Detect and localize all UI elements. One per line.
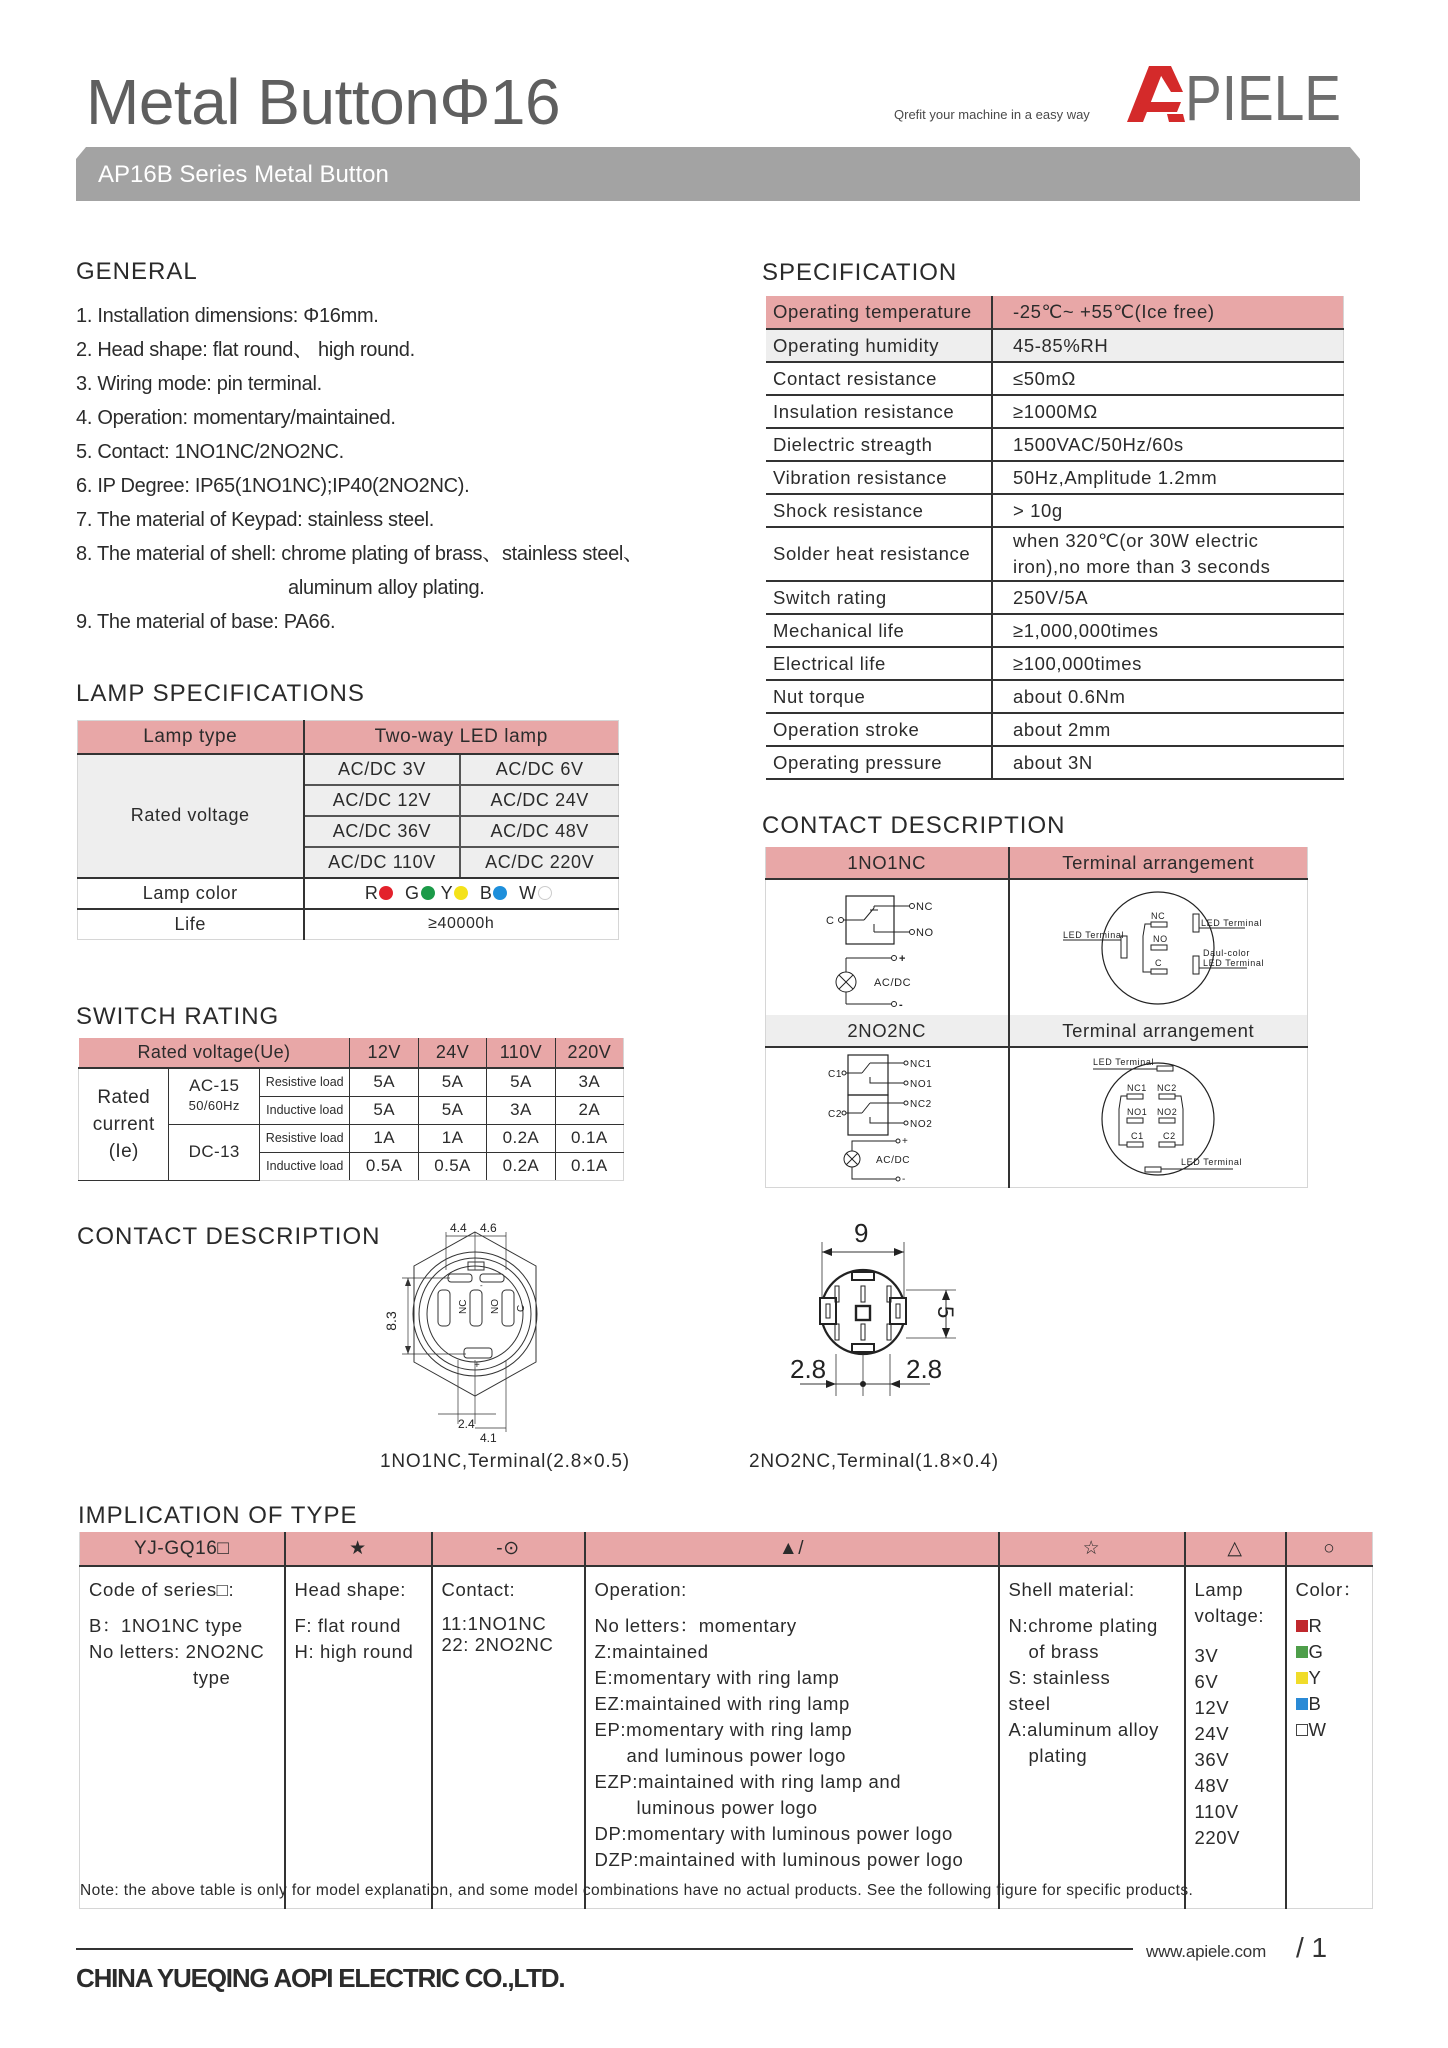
color-cell	[1286, 1566, 1373, 1908]
lamp-voltage: AC/DC 6V	[460, 754, 618, 785]
contact-col-1no1nc: 1NO1NC	[766, 847, 1009, 879]
dim-2-8-left: 2.8	[790, 1354, 827, 1384]
spec-label: Insulation resistance	[766, 395, 992, 428]
spec-value: about 3N	[992, 746, 1344, 779]
spec-label: Shock resistance	[766, 494, 992, 527]
rating-value: 2A	[555, 1096, 623, 1124]
spec-value: 250V/5A	[992, 581, 1344, 614]
series-line: No letters: 2NO2NC	[89, 1641, 265, 1662]
utilization-category	[169, 1068, 259, 1124]
category-name: AC-15	[189, 1076, 240, 1096]
rated-current-line: Rated	[97, 1086, 151, 1108]
rating-value: 0.5A	[418, 1152, 486, 1180]
load-type: Resistive load	[259, 1124, 349, 1152]
dimension-drawing-1no1nc	[400, 1210, 580, 1450]
load-type: Inductive load	[259, 1096, 349, 1124]
rating-header-row	[79, 1038, 624, 1068]
circuit-diagram-1no1nc	[812, 884, 962, 1012]
dim-2-8-right: 2.8	[906, 1354, 943, 1384]
rating-voltage: 12V	[350, 1038, 418, 1068]
spec-row	[766, 527, 1344, 581]
spec-value: 1500VAC/50Hz/60s	[992, 428, 1344, 461]
spec-label: Nut torque	[766, 680, 992, 713]
dimension-drawing-1no1nc-wrap	[380, 1206, 580, 1451]
lamp-voltage-value: 12V	[1194, 1697, 1230, 1718]
color-item	[1296, 1613, 1364, 1639]
label-c: C	[825, 914, 835, 927]
spec-value: -25℃~ +55℃(Ice free)	[992, 296, 1344, 329]
color-item	[1296, 1691, 1364, 1717]
label-no1: NO1	[909, 1079, 933, 1091]
operation-line: EZ:maintained with ring lamp	[594, 1693, 850, 1714]
lamp-type-value: Two-way LED lamp	[304, 721, 619, 754]
type-header-operation-triangle-icon: ▲/	[585, 1532, 999, 1566]
rating-value: 0.2A	[487, 1152, 555, 1180]
type-header-row	[80, 1532, 1373, 1566]
label-nc1: NC1	[909, 1059, 932, 1071]
series-line: type	[193, 1667, 231, 1688]
blue-swatch-icon	[1296, 1698, 1308, 1710]
operation-line: EZP:maintained with ring lamp and	[594, 1771, 902, 1792]
contact-header-row	[766, 847, 1308, 879]
lamp-voltage-value: 36V	[1194, 1749, 1230, 1770]
lamp-color-row	[78, 878, 619, 909]
lamp-voltage-cell	[1185, 1566, 1286, 1908]
dimension-caption-1no1nc: 1NO1NC,Terminal(2.8×0.5)	[380, 1451, 630, 1472]
spec-row	[766, 296, 1344, 329]
red-swatch-icon	[1296, 1620, 1308, 1632]
label-minus: -	[901, 1174, 906, 1186]
rated-voltage-label: Rated voltage	[78, 754, 304, 878]
load-type: Resistive load	[259, 1068, 349, 1096]
rating-voltage: 24V	[418, 1038, 486, 1068]
color-item	[1296, 1717, 1364, 1743]
lamp-color-letter-green: G	[405, 882, 420, 903]
label-no2: NO2	[909, 1119, 933, 1131]
lamp-header-row	[78, 721, 619, 754]
contact-diagram-row	[766, 879, 1308, 1015]
dimension-drawing-2no2nc	[770, 1212, 990, 1422]
operation-line: E:momentary with ring lamp	[594, 1667, 840, 1688]
label-c: C	[1155, 957, 1163, 968]
type-header-color-circle-icon: ○	[1286, 1532, 1373, 1566]
label-no2: NO2	[1157, 1107, 1178, 1118]
label-led-terminal: LED Terminal	[1093, 1057, 1155, 1068]
color-item	[1296, 1665, 1364, 1691]
rating-row	[79, 1068, 624, 1096]
spec-value	[992, 527, 1344, 581]
label-nc: NC	[915, 900, 933, 913]
shell-line: steel	[1008, 1693, 1051, 1714]
label-c1: C1	[827, 1069, 842, 1081]
spec-value-line: when 320℃(or 30W electric	[1013, 530, 1259, 551]
spec-row	[766, 746, 1344, 779]
series-banner-text: AP16B Series Metal Button	[98, 161, 389, 188]
rating-voltage: 220V	[555, 1038, 623, 1068]
general-item: 6. IP Degree: IP65(1NO1NC);IP40(2NO2NC).	[76, 475, 470, 497]
label-minus: -	[898, 998, 904, 1011]
specification-heading: SPECIFICATION	[762, 259, 958, 286]
implication-heading: IMPLICATION OF TYPE	[78, 1502, 358, 1529]
shell-material-cell	[999, 1566, 1185, 1908]
rated-current-line: (Ie)	[108, 1140, 139, 1162]
footer-divider	[76, 1948, 1133, 1950]
rating-value: 5A	[487, 1068, 555, 1096]
color-letter: G	[1308, 1641, 1324, 1662]
spec-row	[766, 428, 1344, 461]
operation-line: luminous power logo	[636, 1797, 818, 1818]
color-item	[1296, 1639, 1364, 1665]
operation-line: DP:momentary with luminous power logo	[594, 1823, 953, 1844]
dim-4-4: 4.4	[450, 1221, 467, 1235]
shell-line: S: stainless	[1008, 1667, 1111, 1688]
dim-8-3: 8.3	[384, 1306, 398, 1336]
company-name: CHINA YUEQING AOPI ELECTRIC CO.,LTD.	[76, 1963, 565, 1993]
rating-value: 0.5A	[350, 1152, 418, 1180]
implication-of-type-table	[79, 1532, 1373, 1909]
general-item-continuation: aluminum alloy plating.	[288, 577, 485, 599]
spec-label: Vibration resistance	[766, 461, 992, 494]
spec-row	[766, 614, 1344, 647]
head-shape-title: Head shape:	[294, 1579, 407, 1600]
rating-value: 5A	[350, 1096, 418, 1124]
color-letter: Y	[1308, 1667, 1322, 1688]
switch-rating-table	[78, 1038, 624, 1181]
spec-row	[766, 581, 1344, 614]
type-header-contact-icon: -⊙	[432, 1532, 585, 1566]
color-letter: R	[1308, 1615, 1323, 1636]
label-led-terminal: LED Terminal	[1063, 929, 1125, 940]
circuit-diagram-2no2nc	[812, 1049, 962, 1185]
rated-voltage-label: Rated voltage(Ue)	[79, 1038, 350, 1068]
lamp-voltage: AC/DC 110V	[304, 847, 461, 878]
green-swatch-icon	[1296, 1646, 1308, 1658]
lamp-voltage: AC/DC 48V	[460, 816, 618, 847]
spec-value: ≥100,000times	[992, 647, 1344, 680]
head-shape-cell	[285, 1566, 432, 1908]
spec-value: > 10g	[992, 494, 1344, 527]
dim-4-1: 4.1	[480, 1431, 497, 1445]
lamp-color-letter-blue: B	[479, 882, 493, 903]
rating-value: 5A	[418, 1096, 486, 1124]
pin-label-plus: +	[474, 1360, 480, 1371]
spec-value-line: iron),no more than 3 seconds	[1013, 556, 1271, 577]
label-nc1: NC1	[1127, 1083, 1148, 1094]
general-item: 4. Operation: momentary/maintained.	[76, 407, 396, 429]
red-dot-icon	[379, 886, 393, 900]
shell-line: N:chrome plating	[1008, 1615, 1158, 1636]
rated-current-label	[79, 1068, 169, 1180]
lamp-spec-heading: LAMP SPECIFICATIONS	[76, 680, 365, 707]
general-item: 5. Contact: 1NO1NC/2NO2NC.	[76, 441, 344, 463]
lamp-color-list	[304, 878, 619, 909]
page-number: / 1	[1296, 1932, 1328, 1963]
rating-value: 1A	[350, 1124, 418, 1152]
pin-label-no: NO	[490, 1299, 501, 1314]
spec-value: 45-85%RH	[992, 329, 1344, 362]
lamp-voltage: AC/DC 220V	[460, 847, 618, 878]
lamp-color-letter-white: W	[519, 882, 537, 903]
rating-value: 0.1A	[555, 1124, 623, 1152]
spec-row	[766, 494, 1344, 527]
label-plus: +	[898, 952, 906, 965]
operation-line: DZP:maintained with luminous power logo	[594, 1849, 964, 1870]
yellow-swatch-icon	[1296, 1672, 1308, 1684]
document-title: Metal ButtonΦ16	[86, 66, 561, 138]
lamp-voltage-title: Lamp	[1194, 1579, 1244, 1600]
lamp-voltage-value: 24V	[1194, 1723, 1230, 1744]
category-frequency: 50/60Hz	[188, 1098, 240, 1114]
type-header-series: YJ-GQ16□	[80, 1532, 285, 1566]
lamp-type-label: Lamp type	[78, 721, 304, 754]
spec-value: about 2mm	[992, 713, 1344, 746]
load-type: Inductive load	[259, 1152, 349, 1180]
utilization-category	[169, 1124, 259, 1180]
green-dot-icon	[421, 886, 435, 900]
head-shape-line: F: flat round	[294, 1615, 402, 1636]
logo-a-mark-icon	[1127, 66, 1185, 122]
general-item: 9. The material of base: PA66.	[76, 611, 336, 633]
label-no1: NO1	[1127, 1107, 1148, 1118]
terminal-2no2nc-cell	[1009, 1047, 1308, 1187]
spec-value: ≥1000MΩ	[992, 395, 1344, 428]
type-header-shell-star-outline-icon: ☆	[999, 1532, 1185, 1566]
type-header-voltage-triangle-outline-icon: △	[1185, 1532, 1286, 1566]
blue-dot-icon	[493, 886, 507, 900]
lamp-life-value: ≥40000h	[304, 909, 619, 940]
spec-value: ≥1,000,000times	[992, 614, 1344, 647]
spec-value: about 0.6Nm	[992, 680, 1344, 713]
lamp-voltage-value: 6V	[1194, 1671, 1219, 1692]
white-swatch-icon	[1296, 1724, 1308, 1736]
spec-label: Electrical life	[766, 647, 992, 680]
operation-line: No letters：momentary	[594, 1615, 797, 1636]
general-list	[76, 299, 643, 639]
circuit-1no1nc-cell	[766, 879, 1009, 1015]
general-item: 2. Head shape: flat round、 high round.	[76, 339, 415, 361]
head-shape-line: H: high round	[294, 1641, 414, 1662]
rated-current-line: current	[92, 1113, 155, 1135]
spec-row	[766, 362, 1344, 395]
operation-title: Operation:	[594, 1579, 687, 1600]
label-led-terminal: LED Terminal	[1201, 917, 1263, 928]
general-heading: GENERAL	[76, 258, 198, 285]
lamp-color-letter-red: R	[364, 882, 379, 903]
lamp-voltage-value: 3V	[1194, 1645, 1219, 1666]
rating-value: 3A	[487, 1096, 555, 1124]
spec-row	[766, 713, 1344, 746]
rating-value: 3A	[555, 1068, 623, 1096]
label-daul-led-terminal: LED Terminal	[1203, 957, 1265, 968]
shell-line: A:aluminum alloy	[1008, 1719, 1159, 1740]
spec-label: Operating pressure	[766, 746, 992, 779]
contact-col-terminal: Terminal arrangement	[1009, 847, 1308, 879]
dim-4-6: 4.6	[480, 1221, 497, 1235]
contact-header-row-2	[766, 1015, 1308, 1047]
rating-value: 1A	[418, 1124, 486, 1152]
label-c2: C2	[827, 1109, 842, 1121]
dim-2-4: 2.4	[458, 1417, 475, 1431]
footer-website-link[interactable]: www.apiele.com	[1146, 1942, 1267, 1961]
rating-voltage: 110V	[487, 1038, 555, 1068]
label-nc: NC	[1151, 910, 1166, 921]
spec-label: Solder heat resistance	[766, 527, 992, 581]
label-no: NO	[1153, 933, 1168, 944]
lamp-voltage: AC/DC 36V	[304, 816, 461, 847]
terminal-1no1nc-cell	[1009, 879, 1308, 1015]
apiele-logo	[1125, 62, 1345, 134]
contact-description-table	[765, 847, 1308, 1188]
rating-value: 0.1A	[555, 1152, 623, 1180]
switch-rating-heading: SWITCH RATING	[76, 1003, 280, 1030]
contact-line: 11:1NO1NC	[441, 1613, 547, 1634]
shell-line: of brass	[1028, 1641, 1100, 1662]
operation-line: and luminous power logo	[626, 1745, 846, 1766]
label-no: NO	[915, 926, 934, 939]
label-c1: C1	[1131, 1131, 1144, 1142]
pin-label-minus: -	[480, 1281, 483, 1290]
specification-table	[766, 296, 1344, 780]
general-item: 8. The material of shell: chrome plating of brass、stainless steel、	[76, 543, 643, 565]
spec-label: Operating humidity	[766, 329, 992, 362]
spec-label: Contact resistance	[766, 362, 992, 395]
category-name: DC-13	[188, 1142, 240, 1161]
type-table-note: Note: the above table is only for model explanation, and some model combinations have no actual products. See the following figure for specific products.	[80, 1882, 1194, 1899]
color-title: Color：	[1295, 1579, 1362, 1600]
lamp-voltage: AC/DC 3V	[304, 754, 461, 785]
label-acdc: AC/DC	[875, 1155, 910, 1167]
lamp-voltage: AC/DC 12V	[304, 785, 461, 816]
spec-row	[766, 329, 1344, 362]
lamp-color-label: Lamp color	[78, 878, 304, 909]
white-dot-icon	[538, 886, 552, 900]
rating-value: 5A	[418, 1068, 486, 1096]
rating-value: 5A	[350, 1068, 418, 1096]
type-body-row	[80, 1566, 1373, 1908]
rating-value: 0.2A	[487, 1124, 555, 1152]
spec-value: ≤50mΩ	[992, 362, 1344, 395]
lamp-life-row	[78, 909, 619, 940]
contact-title: Contact:	[441, 1579, 516, 1600]
lamp-spec-table	[77, 720, 619, 940]
contact-col-terminal: Terminal arrangement	[1009, 1015, 1308, 1047]
lamp-voltage-row	[78, 754, 619, 785]
spec-label: Operation stroke	[766, 713, 992, 746]
spec-value: 50Hz,Amplitude 1.2mm	[992, 461, 1344, 494]
brand-tagline: Qrefit your machine in a easy way	[894, 107, 1090, 122]
contact-cell	[432, 1566, 585, 1908]
operation-line: Z:maintained	[594, 1641, 709, 1662]
color-letter: W	[1308, 1719, 1327, 1740]
circuit-2no2nc-cell	[766, 1047, 1009, 1187]
general-item: 7. The material of Keypad: stainless steel.	[76, 509, 435, 531]
series-cell	[80, 1566, 285, 1908]
contact-diagram-row	[766, 1047, 1308, 1187]
spec-row	[766, 461, 1344, 494]
pin-label-nc: NC	[458, 1299, 469, 1314]
label-nc2: NC2	[909, 1099, 932, 1111]
dimension-caption-2no2nc: 2NO2NC,Terminal(1.8×0.4)	[749, 1451, 999, 1472]
spec-label: Operating temperature	[766, 296, 992, 329]
lamp-life-label: Life	[78, 909, 304, 940]
shell-title: Shell material:	[1008, 1579, 1135, 1600]
logo-wordmark: PIELE	[1185, 62, 1341, 134]
lamp-voltage: AC/DC 24V	[460, 785, 618, 816]
dim-5: 5	[933, 1306, 958, 1319]
label-acdc: AC/DC	[873, 976, 911, 989]
spec-label: Dielectric streagth	[766, 428, 992, 461]
label-plus: +	[901, 1136, 909, 1148]
label-nc2: NC2	[1157, 1083, 1178, 1094]
contact-line: 22: 2NO2NC	[441, 1634, 554, 1655]
terminal-arrangement-2no2nc	[1033, 1049, 1283, 1185]
series-line: B：1NO1NC type	[89, 1615, 243, 1636]
lamp-voltage-value: 48V	[1194, 1775, 1230, 1796]
shell-line: plating	[1028, 1745, 1088, 1766]
lamp-color-letter-yellow: Y	[440, 882, 454, 903]
label-daul-color: Daul-color	[1203, 947, 1251, 958]
dimension-heading: CONTACT DESCRIPTION	[77, 1223, 381, 1250]
pin-label-c: C	[516, 1304, 527, 1312]
dim-9: 9	[854, 1218, 869, 1248]
type-header-head-shape-star-icon: ★	[285, 1532, 432, 1566]
spec-label: Mechanical life	[766, 614, 992, 647]
spec-row	[766, 680, 1344, 713]
label-c2: C2	[1163, 1131, 1176, 1142]
spec-label: Switch rating	[766, 581, 992, 614]
contact-description-heading: CONTACT DESCRIPTION	[762, 812, 1066, 839]
yellow-dot-icon	[454, 886, 468, 900]
general-item: 1. Installation dimensions: Φ16mm.	[76, 305, 379, 327]
terminal-arrangement-1no1nc	[1033, 884, 1283, 1012]
operation-cell	[585, 1566, 999, 1908]
series-title: Code of series□:	[89, 1579, 235, 1600]
spec-row	[766, 395, 1344, 428]
operation-line: EP:momentary with ring lamp	[594, 1719, 853, 1740]
color-letter: B	[1308, 1693, 1322, 1714]
lamp-voltage-value: 220V	[1194, 1827, 1241, 1848]
spec-row	[766, 647, 1344, 680]
lamp-voltage-title: voltage:	[1194, 1605, 1265, 1626]
lamp-voltage-value: 110V	[1194, 1801, 1239, 1822]
general-item: 3. Wiring mode: pin terminal.	[76, 373, 322, 395]
label-led-terminal: LED Terminal	[1181, 1157, 1243, 1168]
contact-col-2no2nc: 2NO2NC	[766, 1015, 1009, 1047]
